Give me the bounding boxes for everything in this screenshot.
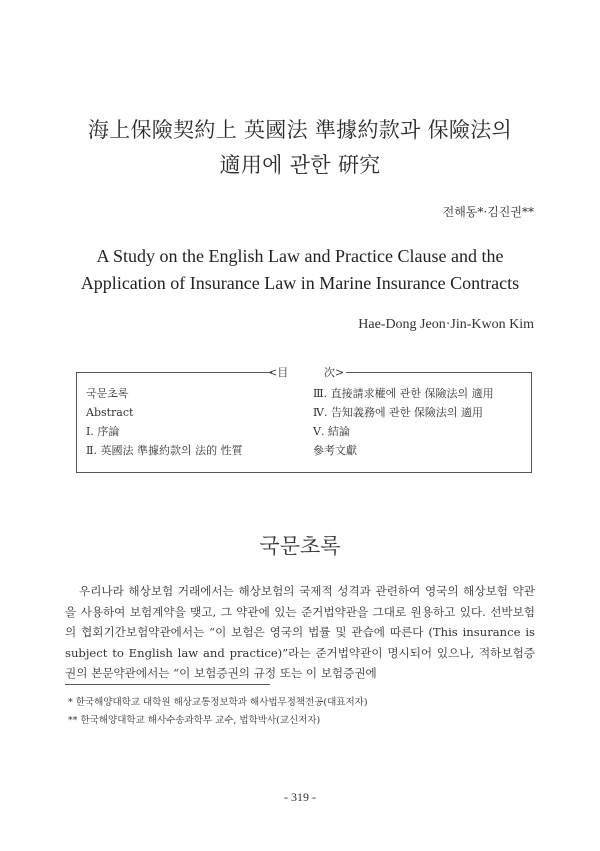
footnote-rule <box>65 684 270 685</box>
title-korean-line-2: 適用에 관한 硏究 <box>219 153 381 177</box>
title-english-line-2: Application of Insurance Law in Marine Insurance Contracts <box>80 273 520 293</box>
authors-english: Hae-Dong Jeon·Jin-Kwon Kim <box>358 317 534 332</box>
toc-item: Ⅳ. 告知義務에 관한 保險法의 適用 <box>313 406 483 419</box>
toc-item: Ⅴ. 結論 <box>313 425 350 438</box>
page-number: - 319 - <box>284 790 316 804</box>
toc-item: Ⅰ. 序論 <box>86 425 120 438</box>
toc-top-rule-left <box>76 372 272 373</box>
toc-item: 국문초록 <box>86 387 129 400</box>
title-korean-line-1: 海上保險契約上 英國法 準據約款과 保險法의 <box>87 118 513 142</box>
footnote-1: * 한국해양대학교 대학원 해상교통정보학과 해사법무정책전공(대표저자) <box>68 697 368 708</box>
toc-top-rule-right <box>346 372 531 373</box>
title-english-line-1: A Study on the English Law and Practice Clause and the <box>96 246 504 266</box>
footnote-2: ** 한국해양대학교 해사수송과학부 교수, 법학박사(교신저자) <box>68 715 321 726</box>
toc-label-right: 次> <box>324 366 345 379</box>
toc-right-column <box>313 384 494 460</box>
toc-left-column <box>86 384 243 460</box>
toc-item: Abstract <box>86 406 134 419</box>
toc-item: Ⅲ. 直接請求權에 관한 保險法의 適用 <box>313 387 494 400</box>
abstract-paragraph <box>65 581 535 684</box>
abstract-heading: 국문초록 <box>259 534 341 558</box>
abstract-paragraph-text: 우리나라 해상보험 거래에서는 해상보험의 국제적 성격과 관련하여 영국의 해상보험 약관을 사용하여 보험계약을 맺고, 그 약관에 있는 준거법약관을 그대로 원용하고 있다. 선박보험의 협회기간보험약관에서는 “이 보험은 영국의 법률 및 관습에 따른다 (This insurance is subject to English law and practice)”라는 준거법약관이 명시되어 있으나, 적하보험증권의 본문약관에서는 “이 보험증권의 규정 또는 이 보험증권에 <box>65 584 535 680</box>
authors-korean: 전해동*·김진권** <box>442 205 534 219</box>
toc-item: Ⅱ. 英國法 準據約款의 法的 性質 <box>86 444 243 457</box>
toc-item: 參考文獻 <box>313 444 357 457</box>
toc-label-left: <目 <box>268 366 289 379</box>
